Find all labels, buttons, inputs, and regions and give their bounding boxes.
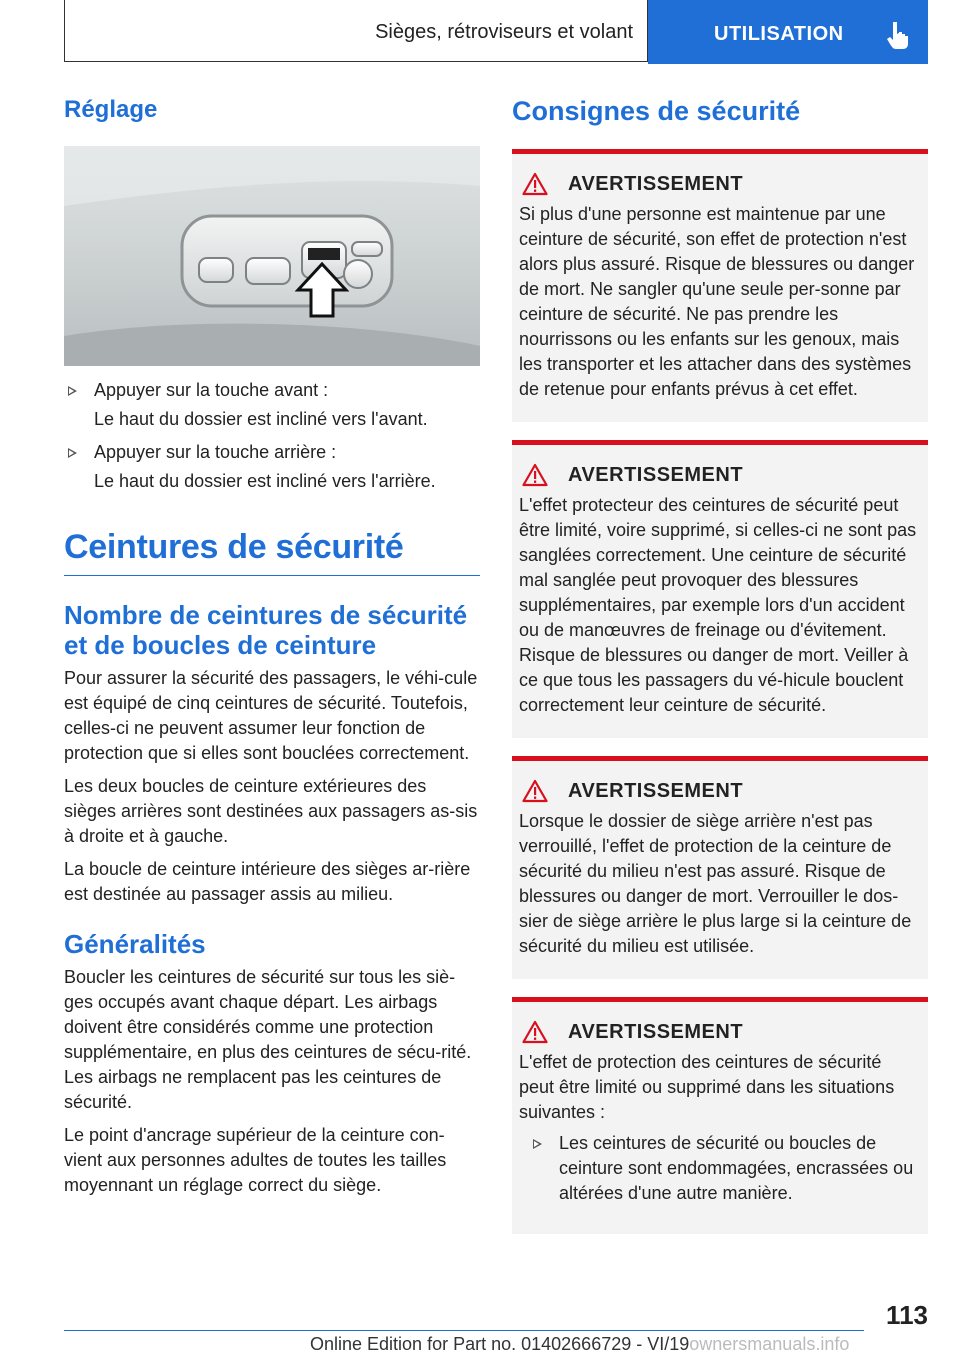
page-number: 113 — [886, 1300, 928, 1330]
warning-triangle-icon — [522, 463, 548, 487]
footer-edition: Online Edition for Part no. 01402666729 - VI/19ownersmanuals.info — [310, 1334, 850, 1354]
warning-label: AVERTISSEMENT — [568, 1020, 744, 1043]
warning-box — [512, 756, 928, 979]
chapter-label: UTILISATION — [714, 23, 844, 45]
right-column — [512, 96, 928, 1252]
section-title: Sièges, rétroviseurs et volant — [64, 0, 648, 62]
reglage-heading: Réglage — [64, 96, 158, 123]
reglage-steps — [64, 378, 480, 494]
paragraph: Boucler les ceintures de sécurité sur tous les siè-ges occupés avant chaque départ. Les airbags doivent être considérés comme une protection supplémentaire, en plus des ceintures de sécu-rité. Les airbags ne remplacent pas les ceintures de sécurité. — [64, 967, 472, 1112]
footer-divider — [64, 1330, 864, 1331]
chapter-tab[interactable] — [648, 0, 928, 64]
bullet-triangle-icon — [533, 1139, 542, 1149]
warning-text: L'effet protecteur des ceintures de sécurité peut être limité, voire supprimé, si celles-ci ne sont pas sanglées correctement. Une ceinture de sécurité mal sanglée peut provoquer des blessures supplémentaires, par exemple lors d'un accident ou de manœuvres de freinage ou d'évitement. Risque de blessures ou danger de mort. Veiller à ce que tous les passagers du vé-hicule bouclent correctement leur ceinture de sécurité. — [519, 495, 917, 715]
seat-switch-illustration — [64, 146, 480, 366]
bullet-triangle-icon — [68, 448, 77, 458]
seat-control-photo — [64, 146, 480, 366]
page-header — [64, 0, 928, 64]
warning-text: L'effet de protection des ceintures de sécurité peut être limité ou supprimé dans les situations suivantes : — [519, 1052, 895, 1122]
pointing-hand-icon — [884, 18, 916, 50]
nombre-heading: Nombre de ceintures de sécurité et de boucles de ceinture — [64, 600, 468, 660]
warning-label: AVERTISSEMENT — [568, 463, 744, 486]
warning-text: Si plus d'une personne est maintenue par une ceinture de sécurité, son effet de protection n'est alors plus assuré. Risque de blessures ou danger de mort. Ne sangler qu'une seule per-sonne par ceinture de sécurité. Ne pas prendre les nourrissons ou les enfants sur les genoux, mais les transporter et les attacher dans des systèmes de retenue pour enfants prévus à cet effet. — [519, 204, 915, 399]
paragraph: La boucle de ceinture intérieure des sièges ar-rière est destinée au passager assis au milieu. — [64, 859, 471, 904]
warning-bullets — [529, 1131, 921, 1206]
warning-text: Lorsque le dossier de siège arrière n'est pas verrouillé, l'effet de protection de la ceinture de sécurité du milieu n'est pas assuré. Risque de blessures ou danger de mort. Verrouiller le dos-sier de siège arrière le plus large si la ceinture de sécurité du milieu est utilisée. — [519, 811, 912, 956]
warning-triangle-icon — [522, 779, 548, 803]
paragraph: Les deux boucles de ceinture extérieures des sièges arrières sont destinées aux passagers as-sis à droite et à gauche. — [64, 776, 478, 846]
main-heading: Ceintures de sécurité — [64, 528, 480, 576]
generalites-heading: Généralités — [64, 929, 206, 959]
warning-label: AVERTISSEMENT — [568, 779, 744, 802]
paragraph: Pour assurer la sécurité des passagers, le véhi-cule est équipé de cinq ceintures de sécurité. Toutefois, celles-ci ne peuvent assumer leur fonction de protection que si elles sont bouclées correctement. — [64, 668, 478, 763]
paragraph: Le point d'ancrage supérieur de la ceinture con-vient aux personnes adultes de toutes les tailles moyennant un réglage correct du siège. — [64, 1125, 447, 1195]
bullet-triangle-icon — [68, 386, 77, 396]
list-item: Appuyer sur la touche arrière : Le haut du dossier est incliné vers l'arrière. — [64, 440, 480, 494]
warning-label: AVERTISSEMENT — [568, 172, 744, 195]
warning-box — [512, 149, 928, 422]
footer-brand: ownersmanuals.info — [689, 1334, 850, 1354]
safety-heading: Consignes de sécurité — [512, 96, 801, 126]
warning-box — [512, 440, 928, 738]
list-item: Appuyer sur la touche avant : Le haut du dossier est incliné vers l'avant. — [64, 378, 480, 432]
left-column — [64, 96, 480, 1206]
warning-triangle-icon — [522, 1020, 548, 1044]
warning-triangle-icon — [522, 172, 548, 196]
list-item: Les ceintures de sécurité ou boucles de ceinture sont endommagées, encrassées ou altérées d'une autre manière. — [529, 1131, 921, 1206]
warning-box — [512, 997, 928, 1234]
